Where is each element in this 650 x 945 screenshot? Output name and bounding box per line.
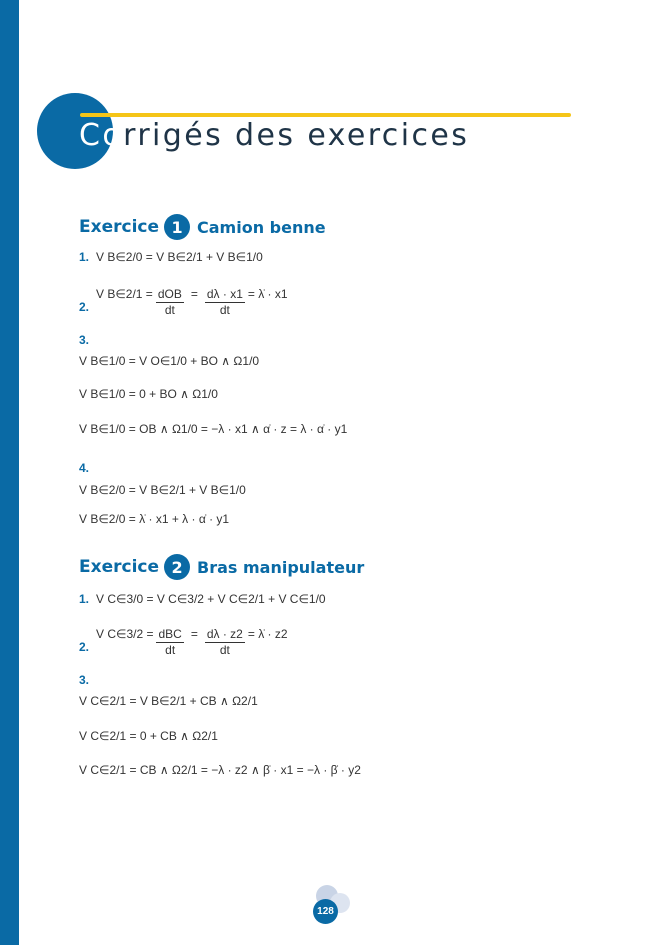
page-title: Corrigés des exercices xyxy=(79,118,470,153)
fraction-numerator: dBC xyxy=(158,627,182,641)
question-number: 1. xyxy=(79,592,90,606)
fraction xyxy=(156,287,184,318)
equation: V C∈2/1 = CB ∧ Ω2/1 = −λ · z2 ∧ β̇ · x1 = −λ · β̇ · y2 xyxy=(79,763,361,777)
equation-lhs: V C∈3/2 = xyxy=(96,627,154,641)
title-rule xyxy=(80,113,571,117)
equation-rhs: = λ̇ · z2 xyxy=(247,627,288,641)
question-number: 1. xyxy=(79,250,90,264)
equation-derivative: V C∈3/2 = $\frac{\text{dBC}}{dt}$ = $\frac{d\lambda \cdot z2}{dt}$ = λ̇ · z2 xyxy=(96,627,288,657)
equation: V B∈2/0 = V B∈2/1 + V B∈1/0 xyxy=(96,250,263,264)
equation: V C∈2/1 = 0 + CB ∧ Ω2/1 xyxy=(79,729,218,743)
equation-lhs: V B∈2/1 = xyxy=(96,287,153,301)
exercise-subtitle: Bras manipulateur xyxy=(197,557,365,577)
equation: V B∈1/0 = OB ∧ Ω1/0 = −λ · x1 ∧ α̇ · z = λ · α̇ · y1 xyxy=(79,422,348,436)
fraction xyxy=(205,627,245,658)
equation: V C∈3/0 = V C∈3/2 + V C∈2/1 + V C∈1/0 xyxy=(96,592,326,606)
equation: V B∈2/0 = V B∈2/1 + V B∈1/0 xyxy=(79,483,246,497)
page-number: 128 xyxy=(313,899,338,924)
exercise-label: Exercice xyxy=(79,557,160,577)
equation: V B∈1/0 = V O∈1/0 + BO ∧ Ω1/0 xyxy=(79,354,260,368)
exercise-1-heading xyxy=(79,214,326,240)
question-number: 3. xyxy=(79,333,90,347)
left-color-band xyxy=(0,0,19,945)
fraction xyxy=(156,627,183,658)
fraction xyxy=(205,287,245,318)
exercise-subtitle: Camion benne xyxy=(197,217,326,237)
fraction-denominator: dt xyxy=(219,643,230,657)
fraction-numerator: dλ · x1 xyxy=(206,287,243,301)
question-number: 2. xyxy=(79,640,90,654)
equation-rhs: = λ̇ · x1 xyxy=(247,287,288,301)
equation: V B∈1/0 = 0 + BO ∧ Ω1/0 xyxy=(79,387,218,401)
fraction-numerator: dλ · z2 xyxy=(206,627,243,641)
equation: V B∈2/0 = λ̇ · x1 + λ · α̇ · y1 xyxy=(79,512,230,526)
equation-derivative: V B∈2/1 = $\frac{\text{dOB}}{dt}$ = $\frac{d\lambda \cdot x1}{dt}$ = λ̇ · x1 xyxy=(96,287,288,317)
question-number: 2. xyxy=(79,300,90,314)
fraction-numerator: dOB xyxy=(157,287,182,301)
fraction-denominator: dt xyxy=(219,303,230,317)
exercise-2-heading xyxy=(79,554,364,580)
question-number: 3. xyxy=(79,673,90,687)
fraction-denominator: dt xyxy=(164,303,175,317)
question-number: 4. xyxy=(79,461,90,475)
exercise-number-badge: 1 xyxy=(164,214,190,240)
exercise-label: Exercice xyxy=(79,217,160,237)
fraction-denominator: dt xyxy=(165,643,176,657)
equation: V C∈2/1 = V B∈2/1 + CB ∧ Ω2/1 xyxy=(79,694,258,708)
exercise-number-badge: 2 xyxy=(164,554,190,580)
